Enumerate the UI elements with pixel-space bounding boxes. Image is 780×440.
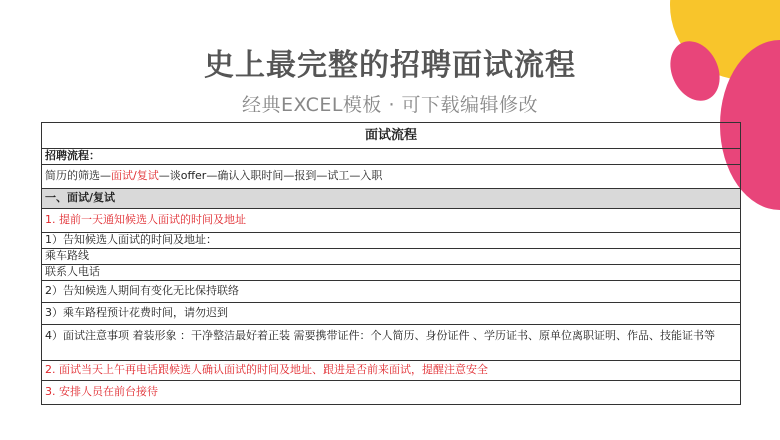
process-after-text: —谈offer—确认入职时间—报到—试工—入职	[158, 169, 383, 183]
route-cell[interactable]: 乘车路线	[42, 249, 740, 265]
section-header-cell[interactable]: 一、面试/复试	[42, 189, 740, 209]
step-2-cell[interactable]: 2. 面试当天上午再电话跟候选人确认面试的时间及地址、跟进是否前来面试，提醒注意安全	[42, 361, 740, 381]
detail-4-cell[interactable]: 4）面试注意事项 着装形象 ：干净整洁最好着正装 需要携带证件：个人简历、身份证件 、学历证书、原单位离职证明、作品、技能证书等	[42, 325, 740, 361]
process-line-cell[interactable]	[42, 165, 740, 189]
sheet-heading[interactable]: 面试流程	[42, 123, 740, 149]
detail-3-cell[interactable]: 3）乘车路程预计花费时间，请勿迟到	[42, 303, 740, 325]
page-subtitle: 经典EXCEL模板 · 可下载编辑修改	[241, 94, 539, 116]
step-3-cell[interactable]: 3. 安排人员在前台接待	[42, 381, 740, 405]
detail-2-cell[interactable]: 2）告知候选人期间有变化无比保持联络	[42, 281, 740, 303]
step-1-cell[interactable]: 1. 提前一天通知候选人面试的时间及地址	[42, 209, 740, 233]
detail-1-cell[interactable]: 1）告知候选人面试的时间及地址：	[42, 233, 740, 249]
process-label-cell[interactable]: 招聘流程：	[42, 149, 740, 165]
page-title: 史上最完整的招聘面试流程	[204, 48, 576, 83]
contact-phone-cell[interactable]: 联系人电话	[42, 265, 740, 281]
process-highlight-text: 面试/复试	[111, 169, 159, 183]
spreadsheet	[41, 122, 741, 405]
process-before-text: 简历的筛选—	[45, 169, 111, 183]
